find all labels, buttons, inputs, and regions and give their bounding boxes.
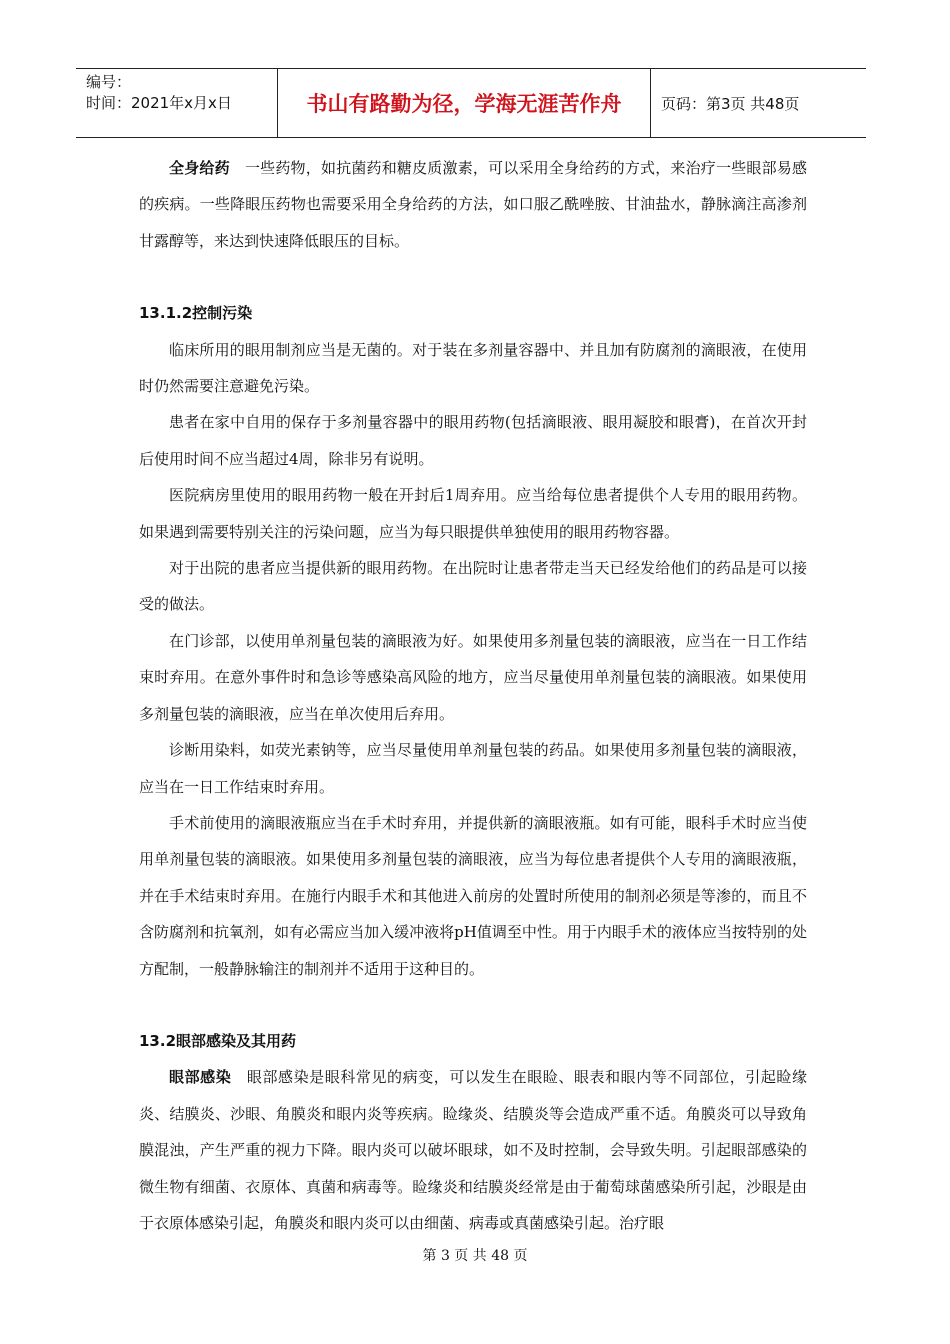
document-body bbox=[139, 150, 807, 1241]
paragraph bbox=[139, 150, 807, 259]
paragraph: 在门诊部，以使用单剂量包装的滴眼液为好。如果使用多剂量包装的滴眼液，应当在一日工作结束时弃用。在意外事件时和急诊等感染高风险的地方，应当尽量使用单剂量包装的滴眼液。如果使用多剂量包装的滴眼液，应当在单次使用后弃用。 bbox=[139, 631, 807, 723]
paragraph bbox=[139, 1059, 807, 1241]
paragraph: 手术前使用的滴眼液瓶应当在手术时弃用，并提供新的滴眼液瓶。如有可能，眼科手术时应当使用单剂量包装的滴眼液。如果使用多剂量包装的滴眼液，应当为每位患者提供个人专用的滴眼液瓶，并在手术结束时弃用。在施行内眼手术和其他进入前房的处置时所使用的制剂必须是等渗的，而且不含防腐剂和抗氧剂，如有必需应当加入缓冲液将pH值调至中性。用于内眼手术的液体应当按特别的处方配制，一般静脉输注的制剂并不适用于这种目的。 bbox=[139, 813, 807, 978]
paragraph: 医院病房里使用的眼用药物一般在开封后1周弃用。应当给每位患者提供个人专用的眼用药物。如果遇到需要特别关注的污染问题，应当为每只眼提供单独使用的眼用药物容器。 bbox=[139, 486, 807, 541]
section-heading: 13.1.2控制污染 bbox=[139, 304, 253, 323]
page-header bbox=[76, 68, 866, 138]
term-systemic-administration: 全身给药 bbox=[169, 159, 230, 177]
header-motto: 书山有路勤为径，学海无涯苦作舟 bbox=[278, 69, 651, 137]
paragraph: 患者在家中自用的保存于多剂量容器中的眼用药物(包括滴眼液、眼用凝胶和眼膏)，在首次开封后使用时间不应当超过4周，除非另有说明。 bbox=[139, 413, 807, 468]
paragraph: 对于出院的患者应当提供新的眼用药物。在出院时让患者带走当天已经发给他们的药品是可以接受的做法。 bbox=[139, 559, 807, 614]
paragraph-text: 眼部感染是眼科常见的病变，可以发生在眼睑、眼表和眼内等不同部位，引起睑缘炎、结膜炎、沙眼、角膜炎和眼内炎等疾病。睑缘炎、结膜炎等会造成严重不适。角膜炎可以导致角膜混浊，产生严重的视力下降。眼内炎可以破坏眼球，如不及时控制，会导致失明。引起眼部感染的微生物有细菌、衣原体、真菌和病毒等。睑缘炎和结膜炎经常是由于葡萄球菌感染所引起，沙眼是由于衣原体感染引起，角膜炎和眼内炎可以由细菌、病毒或真菌感染引起。治疗眼 bbox=[139, 1068, 807, 1232]
paragraph-text: 一些药物，如抗菌药和糖皮质激素，可以采用全身给药的方式，来治疗一些眼部易感的疾病。一些降眼压药物也需要采用全身给药的方法，如口服乙酰唑胺、甘油盐水，静脉滴注高渗剂甘露醇等，来达到快速降低眼压的目标。 bbox=[139, 159, 807, 250]
term-eye-infection: 眼部感染 bbox=[169, 1068, 232, 1087]
header-meta bbox=[76, 69, 278, 137]
paragraph: 诊断用染料，如荧光素钠等，应当尽量使用单剂量包装的药品。如果使用多剂量包装的滴眼液，应当在一日工作结束时弃用。 bbox=[139, 741, 807, 796]
header-page-info: 页码：第3页 共48页 bbox=[661, 94, 800, 113]
document-number-label: 编号： bbox=[86, 73, 132, 91]
document-date: 时间：2021年x月x日 bbox=[86, 94, 232, 112]
paragraph: 临床所用的眼用制剂应当是无菌的。对于装在多剂量容器中、并且加有防腐剂的滴眼液，在使用时仍然需要注意避免污染。 bbox=[139, 340, 807, 396]
page-footer: 第 3 页 共 48 页 bbox=[422, 1248, 528, 1264]
section-heading: 13.2眼部感染及其用药 bbox=[139, 1031, 297, 1050]
